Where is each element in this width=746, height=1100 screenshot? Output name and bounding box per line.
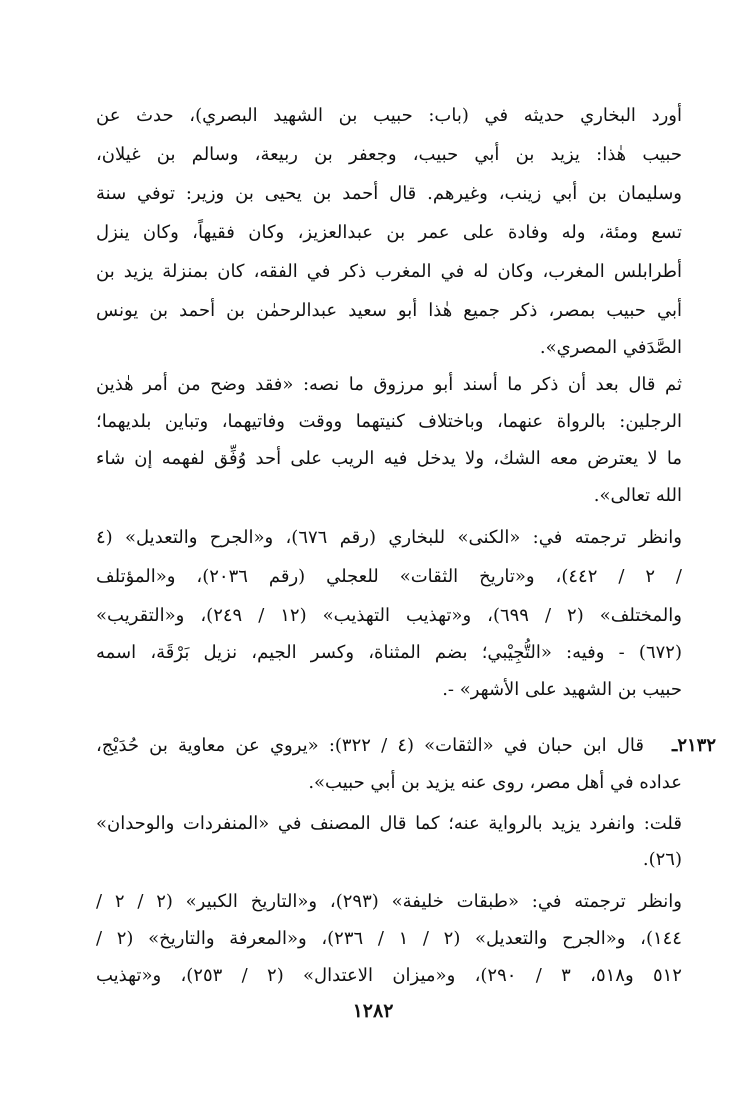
text-line: ١٤٤)، و«الجرح والتعديل» (٢ / ١ / ٢٣٦)، و«المعرفة والتاريخ» (٢ / xyxy=(96,928,682,949)
text-line: الرجلين: بالرواة عنهما، وباختلاف كنيتهما ووقت وفاتيهما، وتباين بلديهما؛ xyxy=(96,411,682,432)
text-line: الله تعالى». xyxy=(593,485,682,506)
text-line: ٥١٢ و٥١٨، ٣ / ٢٩٠)، و«ميزان الاعتدال» (٢ / ٢٥٣)، و«تهذيب xyxy=(96,965,682,986)
text-line: تسع ومئة، وله وفادة على عمر بن عبدالعزيز، وكان فقيهاً، وكان ينزل xyxy=(96,222,682,243)
text-line: حبيب بن الشهيد على الأشهر» -. xyxy=(442,679,682,700)
text-line: / ٢ / ٤٤٢)، و«تاريخ الثقات» للعجلي (رقم ٢٠٣٦)، و«المؤتلف xyxy=(96,566,682,587)
text-line: ثم قال بعد أن ذكر ما أسند أبو مرزوق ما نصه: «فقد وضح من أمر هٰذين xyxy=(96,374,682,395)
text-line: والمختلف» (٢ / ٦٩٩)، و«تهذيب التهذيب» (١٢ / ٢٤٩)، و«التقريب» xyxy=(96,605,682,626)
text-line: (٢٦). xyxy=(642,849,682,870)
text-line: أطرابلس المغرب، وكان له في المغرب ذكر في الفقه، كان بمنزلة يزيد بن xyxy=(96,261,682,282)
text-line: حبيب هٰذا: يزيد بن أبي حبيب، وجعفر بن ربيعة، وسالم بن غيلان، xyxy=(96,144,682,165)
text-line: الصَّدَفي المصري». xyxy=(539,337,682,358)
entry-number: ٢١٣٢ـ xyxy=(672,735,716,756)
text-line: عداده في أهل مصر، روى عنه يزيد بن أبي حبيب». xyxy=(308,772,682,793)
text-line: وانظر ترجمته في: «الكنى» للبخاري (رقم ٦٧٦)، و«الجرح والتعديل» (٤ xyxy=(96,527,682,548)
text-line: (٦٧٢) - وفيه: «التُّجِيْبي؛ بضم المثناة، وكسر الجيم، نزيل بَرْقَة، اسمه xyxy=(96,642,682,663)
text-line: وانظر ترجمته في: «طبقات خليفة» (٢٩٣)، و«التاريخ الكبير» (٢ / ٢ / xyxy=(96,891,682,912)
text-line: ما لا يعترض معه الشك، ولا يدخل فيه الريب على أحد وُفِّق لفهمه إن شاء xyxy=(96,448,682,469)
text-line: وسليمان بن أبي زينب، وغيرهم. قال أحمد بن يحيى بن وزير: توفي سنة xyxy=(96,183,682,204)
text-line: أبي حبيب بمصر، ذكر جميع هٰذا أبو سعيد عبدالرحمٰن بن أحمد بن يونس xyxy=(96,300,682,321)
page-number: ١٢٨٢ xyxy=(352,1000,394,1022)
text-line: قال ابن حبان في «الثقات» (٤ / ٣٢٢): «يروي عن معاوية بن حُدَيْج، xyxy=(96,735,644,756)
text-line: أورد البخاري حديثه في (باب: حبيب بن الشهيد البصري)، حدث عن xyxy=(96,105,682,126)
text-line: قلت: وانفرد يزيد بالرواية عنه؛ كما قال المصنف في «المنفردات والوحدان» xyxy=(96,813,682,834)
